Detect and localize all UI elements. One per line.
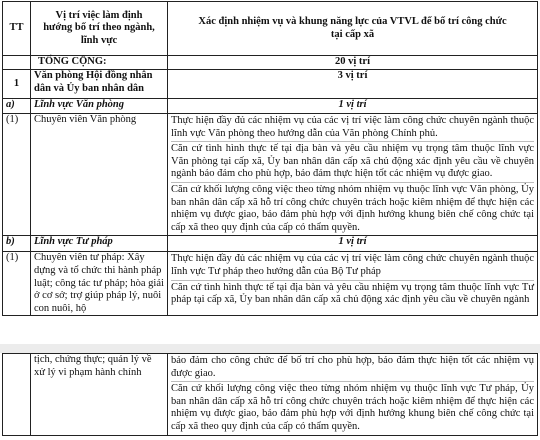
header-description: Xác định nhiệm vụ và khung năng lực của VTVL để bố trí công chức tại cấp xã: [168, 2, 538, 56]
subsection-a-value: 1 vị trí: [168, 99, 538, 114]
table-page-top: [2, 1, 537, 316]
table-page-bottom: [2, 353, 537, 436]
row-a1-paragraph: Căn cứ khối lượng công việc theo từng nhóm nhiệm vụ thuộc lĩnh vực Văn phòng, Ủy ban nhân dân cấp xã hỗ trí công chức chuyên trách hoặc kiêm nhiệm để thực hiện các nhiệm vụ được giao, bảo đảm phù hợp với định hướng khung biên chế công chức tại cấp xã theo quy định của cấp có thẩm quyền.: [171, 182, 534, 235]
total-row: [3, 56, 538, 70]
section1-value: 3 vị trí: [168, 70, 538, 99]
subsection-b-row: [3, 236, 538, 252]
total-label: TỔNG CỘNG:: [31, 56, 168, 70]
row-b1-number: (1): [3, 252, 31, 316]
row-b1-number-continued: [3, 354, 31, 436]
row-b1-paragraph: Căn cứ tình hình thực tế tại địa bàn và yêu cầu nhiệm vụ trọng tâm thuộc lĩnh vực Tư pháp tại cấp xã, Ủy ban nhân dân cấp xã chủ động xác định yêu cầu về chuyên ngành: [171, 280, 534, 308]
subsection-a-letter: a): [3, 99, 31, 114]
subsection-b-letter: b): [3, 236, 31, 252]
subsection-b-name: Lĩnh vực Tư pháp: [31, 236, 168, 252]
row-a1-paragraph: Căn cứ tình hình thực tế tại địa bàn và yêu cầu nhiệm vụ trọng tâm thuộc lĩnh vực Văn phòng tại cấp xã, Ủy ban nhân dân cấp xã chủ động xác định yêu cầu về chuyên ngành bảo đảm cho phù hợp, bảo đảm thực hiện tốt các nhiệm vụ được giao.: [171, 141, 534, 182]
section1-number: 1: [3, 70, 31, 99]
row-b1-description-top: [168, 252, 538, 316]
row-a1: [3, 114, 538, 236]
row-b1-bottom: [3, 354, 538, 436]
row-b1-paragraph: Căn cứ khối lượng công việc theo từng nhóm nhiệm vụ thuộc lĩnh vực Tư pháp, Ủy ban nhân dân cấp xã hỗ trí công chức chuyên trách hoặc kiêm nhiệm để thực hiện các nhiệm vụ được giao, bảo đảm phù hợp với định hướng khung biên chế công chức tại cấp xã theo quy định của cấp có thẩm quyền.: [171, 381, 534, 434]
page-break-band: [0, 344, 540, 353]
position-table-continued: [2, 353, 538, 436]
header-row: [3, 2, 538, 56]
header-position: Vị trí việc làm định hướng bố trí theo ngành, lĩnh vực: [31, 2, 168, 56]
row-b1-top: [3, 252, 538, 316]
row-b1-description-bottom: [168, 354, 538, 436]
total-tt: [3, 56, 31, 70]
total-value: 20 vị trí: [168, 56, 538, 70]
row-a1-paragraph: Thực hiện đầy đủ các nhiệm vụ của các vị trí việc làm công chức chuyên ngành thuộc lĩnh vực Văn phòng theo hướng dẫn của Văn phòng Chính phủ.: [171, 115, 534, 139]
subsection-b-value: 1 vị trí: [168, 236, 538, 252]
subsection-a-row: [3, 99, 538, 114]
position-table: [2, 1, 538, 316]
row-b1-paragraph: Thực hiện đầy đủ các nhiệm vụ của các vị trí việc làm công chức chuyên ngành thuộc lĩnh vực Tư pháp theo hướng dẫn của Bộ Tư pháp: [171, 253, 534, 277]
row-a1-number: (1): [3, 114, 31, 236]
row-a1-description: [168, 114, 538, 236]
subsection-a-name: Lĩnh vực Văn phòng: [31, 99, 168, 114]
section1-name: Văn phòng Hội đồng nhân dân và Ủy ban nhân dân: [31, 70, 168, 99]
row-b1-paragraph-continued: bảo đảm cho công chức để bố trí cho phù hợp, bảo đảm thực hiện tốt các nhiệm vụ được giao.: [171, 355, 534, 379]
row-b1-position-top: Chuyên viên tư pháp: Xây dựng và tổ chức thi hành pháp luật; công tác tư pháp; hòa giải ở cơ sở; trợ giúp pháp lý, nuôi con nuôi, hộ: [31, 252, 168, 316]
row-b1-position-bottom: tịch, chứng thực; quản lý về xử lý vi phạm hành chính: [31, 354, 168, 436]
section1-row: [3, 70, 538, 99]
row-a1-position: Chuyên viên Văn phòng: [31, 114, 168, 236]
header-tt: TT: [3, 2, 31, 56]
